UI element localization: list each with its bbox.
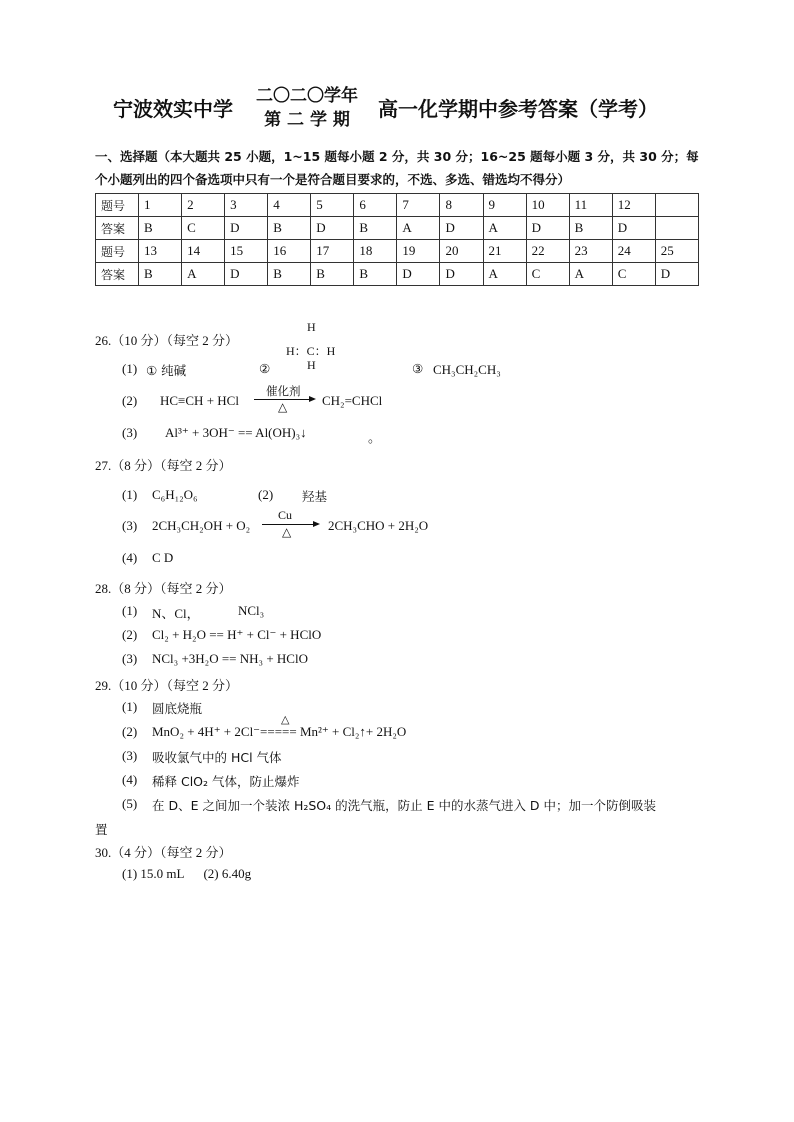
table-cell: 19 — [397, 240, 440, 263]
table-row-ans2 — [96, 263, 699, 286]
table-cell: 21 — [483, 240, 526, 263]
q29-head: 29.（10 分）（每空 2 分） — [95, 678, 239, 693]
q29-p5-label: (5) — [122, 796, 138, 811]
table-cell: 8 — [440, 194, 483, 217]
q27-p2: 羟基 — [302, 489, 328, 504]
table-cell: 24 — [612, 240, 655, 263]
table-cell: 22 — [526, 240, 569, 263]
title-term: 第 二 学 期 — [264, 110, 350, 130]
q28-p2-label: (2) — [122, 627, 138, 642]
table-cell: B — [311, 263, 354, 286]
table-row-nums2 — [96, 240, 699, 263]
q28-p1-a: N、Cl， — [152, 606, 200, 621]
q29-p4-label: (4) — [122, 772, 138, 787]
q26-p2-left: HC≡CH + HCl — [160, 393, 239, 408]
table-cell: 20 — [440, 240, 483, 263]
title-year-term — [240, 84, 374, 132]
q29-p3-label: (3) — [122, 748, 138, 763]
answer-table — [95, 193, 699, 286]
table-cell — [655, 217, 698, 240]
table-cell: A — [182, 263, 225, 286]
q28-p2: Cl₂ + H₂O == H⁺ + Cl⁻ + HClO — [152, 627, 322, 642]
q27-head: 27.（8 分）（每空 2 分） — [95, 458, 232, 473]
table-cell: C — [526, 263, 569, 286]
table-cell: D — [225, 217, 268, 240]
q28-p3: NCl₃ +3H₂O == NH₃ + HClO — [152, 651, 308, 666]
table-cell: 15 — [225, 240, 268, 263]
table-cell: D — [440, 263, 483, 286]
table-cell: 11 — [569, 194, 612, 217]
title-school: 宁波效实中学 — [113, 97, 233, 121]
q26-p3-eq: Al³⁺ + 3OH⁻ == Al(OH)₃↓ — [165, 425, 307, 440]
table-cell: 5 — [311, 194, 354, 217]
q29-p2-heat: △ — [281, 714, 290, 726]
table-cell: A — [483, 217, 526, 240]
table-cell: 14 — [182, 240, 225, 263]
table-cell: D — [311, 217, 354, 240]
table-cell: A — [569, 263, 612, 286]
q27-p2-label: (2) — [258, 487, 274, 502]
table-cell: 1 — [139, 194, 182, 217]
q27-p4: C D — [152, 550, 174, 565]
table-cell: 3 — [225, 194, 268, 217]
q26-p2-catalyst: 催化剂 — [266, 384, 301, 398]
q27-p1: C₆H₁₂O₆ — [152, 487, 198, 502]
q30-answers: (1) 15.0 mL (2) 6.40g — [122, 866, 252, 881]
table-cell: D — [397, 263, 440, 286]
table-cell: B — [268, 263, 311, 286]
table-row-ans1 — [96, 217, 699, 240]
table-cell: 2 — [182, 194, 225, 217]
table-cell: D — [612, 217, 655, 240]
q26-p1-a: ① 纯碱 — [146, 363, 187, 378]
table-cell: A — [483, 263, 526, 286]
section1-line2: 个小题列出的四个备选项中只有一个是符合题目要求的，不选、多选、错选均不得分） — [95, 172, 571, 187]
q26-p2-right: CH₂=CHCl — [322, 393, 383, 408]
q26-p3-label: (3) — [122, 425, 138, 440]
table-cell: 17 — [311, 240, 354, 263]
table-cell: C — [182, 217, 225, 240]
table-cell: B — [268, 217, 311, 240]
q26-p1-label: (1) — [122, 361, 138, 376]
table-cell: 23 — [569, 240, 612, 263]
q30-head: 30.（4 分）（每空 2 分） — [95, 845, 232, 860]
q29-p1-label: (1) — [122, 699, 138, 714]
table-cell: B — [139, 263, 182, 286]
row-label: 题号 — [96, 240, 139, 263]
q29-p4: 稀释 ClO₂ 气体，防止爆炸 — [152, 774, 300, 789]
q29-p5-line2: 置 — [95, 822, 108, 837]
table-cell: D — [655, 263, 698, 286]
row-label: 答案 — [96, 263, 139, 286]
q26-p2-heat: △ — [278, 400, 288, 414]
row-label: 题号 — [96, 194, 139, 217]
table-cell: D — [526, 217, 569, 240]
table-cell: D — [225, 263, 268, 286]
table-cell: 9 — [483, 194, 526, 217]
q28-p1-b: NCl₃ — [238, 603, 265, 618]
q26-head: 26.（10 分）（每空 2 分） — [95, 333, 239, 348]
q28-head: 28.（8 分）（每空 2 分） — [95, 581, 232, 596]
table-cell: C — [612, 263, 655, 286]
section1-line1: 一、选择题（本大题共 25 小题，1~15 题每小题 2 分，共 30 分；16~25 题每小题 3 分，共 30 分；每 — [95, 149, 699, 164]
q27-p1-label: (1) — [122, 487, 138, 502]
q29-p2: MnO₂ + 4H⁺ + 2Cl⁻===== Mn²⁺ + Cl₂↑+ 2H₂O — [152, 724, 407, 739]
table-cell: D — [440, 217, 483, 240]
q29-p2-label: (2) — [122, 724, 138, 739]
table-cell: 6 — [354, 194, 397, 217]
table-cell: B — [354, 263, 397, 286]
q28-p3-label: (3) — [122, 651, 138, 666]
q27-p3-label: (3) — [122, 518, 138, 533]
q26-p1-b: ② — [259, 361, 271, 376]
q28-p1-label: (1) — [122, 603, 138, 618]
q26-p1-c-label: ③ — [412, 361, 424, 376]
table-cell: 10 — [526, 194, 569, 217]
q27-p3-left: 2CH₃CH₂OH + O₂ — [152, 518, 251, 533]
q27-p3-heat: △ — [282, 525, 292, 539]
row-label: 答案 — [96, 217, 139, 240]
title-rest: 高一化学期中参考答案（学考） — [378, 97, 658, 121]
lewis-middle: H：C：H — [286, 344, 336, 358]
q26-p1-c: CH₃CH₂CH₃ — [433, 362, 501, 377]
table-cell: 13 — [139, 240, 182, 263]
table-cell — [655, 194, 698, 217]
table-cell: 7 — [397, 194, 440, 217]
table-cell: B — [569, 217, 612, 240]
table-cell: 25 — [655, 240, 698, 263]
table-cell: A — [397, 217, 440, 240]
table-cell: 18 — [354, 240, 397, 263]
table-cell: B — [354, 217, 397, 240]
table-cell: 4 — [268, 194, 311, 217]
table-cell: 16 — [268, 240, 311, 263]
q26-p3-end: 。 — [368, 430, 382, 445]
q29-p1: 圆底烧瓶 — [152, 701, 203, 716]
table-row-nums1 — [96, 194, 699, 217]
q27-p3-right: 2CH₃CHO + 2H₂O — [328, 518, 429, 533]
q27-p3-catalyst: Cu — [278, 508, 293, 522]
q26-p2-label: (2) — [122, 393, 138, 408]
title-year: 二〇二〇学年 — [256, 86, 358, 106]
lewis-top-h: H — [307, 320, 316, 334]
table-cell: B — [139, 217, 182, 240]
q27-p4-label: (4) — [122, 550, 138, 565]
q29-p5-line1: 在 D、E 之间加一个装浓 H₂SO₄ 的洗气瓶，防止 E 中的水蒸气进入 D 中；加一个防倒吸装 — [152, 798, 657, 813]
lewis-bottom-h: H — [307, 358, 316, 372]
table-cell: 12 — [612, 194, 655, 217]
q29-p3: 吸收氯气中的 HCl 气体 — [152, 750, 282, 765]
